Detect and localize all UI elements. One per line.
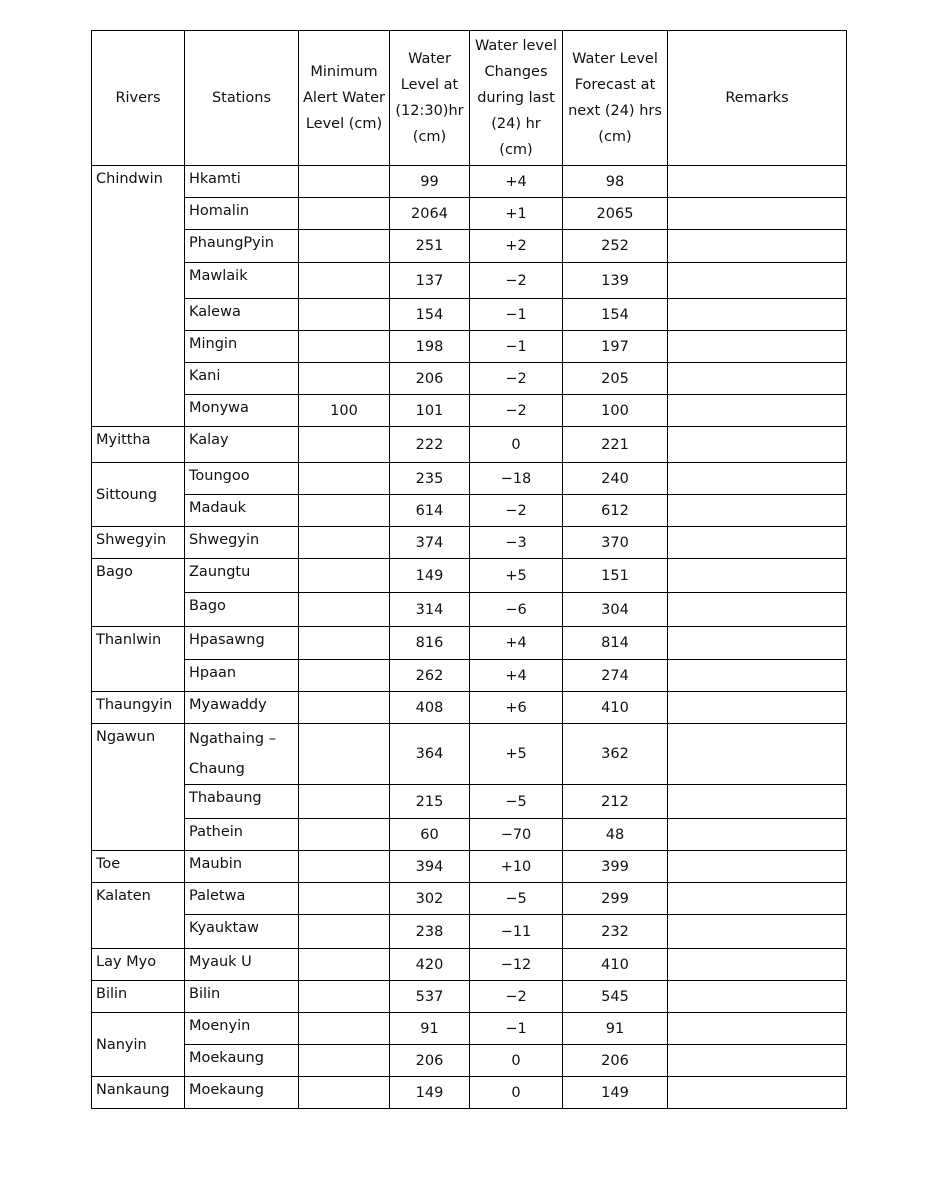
- change-cell: −1: [470, 299, 563, 331]
- table-row: [92, 363, 847, 395]
- water-level-cell: 374: [390, 527, 470, 559]
- station-cell: Mingin: [185, 331, 299, 363]
- table-row: [92, 527, 847, 559]
- station-cell: Kalewa: [185, 299, 299, 331]
- station-cell: Moenyin: [185, 1013, 299, 1045]
- forecast-cell: 212: [563, 785, 668, 819]
- table-row: [92, 263, 847, 299]
- change-cell: −2: [470, 363, 563, 395]
- min-alert-cell: 100: [299, 395, 390, 427]
- water-level-cell: 537: [390, 981, 470, 1013]
- remarks-cell: [668, 427, 847, 463]
- min-alert-cell: [299, 527, 390, 559]
- water-level-cell: 816: [390, 627, 470, 660]
- table-row: [92, 331, 847, 363]
- change-cell: −18: [470, 463, 563, 495]
- remarks-cell: [668, 559, 847, 593]
- water-level-cell: 394: [390, 851, 470, 883]
- change-cell: −12: [470, 949, 563, 981]
- forecast-cell: 149: [563, 1077, 668, 1109]
- forecast-cell: 91: [563, 1013, 668, 1045]
- min-alert-cell: [299, 915, 390, 949]
- river-cell: Bago: [92, 559, 185, 627]
- station-cell: Mawlaik: [185, 263, 299, 299]
- remarks-cell: [668, 527, 847, 559]
- min-alert-cell: [299, 230, 390, 263]
- forecast-cell: 399: [563, 851, 668, 883]
- station-cell: Thabaung: [185, 785, 299, 819]
- station-cell: Moekaung: [185, 1045, 299, 1077]
- remarks-cell: [668, 463, 847, 495]
- river-cell: Sittoung: [92, 463, 185, 527]
- table-row: [92, 627, 847, 660]
- remarks-cell: [668, 166, 847, 198]
- station-cell: Paletwa: [185, 883, 299, 915]
- table-row: [92, 692, 847, 724]
- river-cell: Ngawun: [92, 724, 185, 851]
- river-cell: Nanyin: [92, 1013, 185, 1077]
- change-cell: −2: [470, 395, 563, 427]
- header-forecast: Water Level Forecast at next (24) hrs (cm): [563, 31, 668, 166]
- min-alert-cell: [299, 1013, 390, 1045]
- water-level-cell: 215: [390, 785, 470, 819]
- forecast-cell: 98: [563, 166, 668, 198]
- remarks-cell: [668, 819, 847, 851]
- table-row: [92, 230, 847, 263]
- change-cell: 0: [470, 427, 563, 463]
- remarks-cell: [668, 299, 847, 331]
- table-row: [92, 883, 847, 915]
- min-alert-cell: [299, 819, 390, 851]
- remarks-cell: [668, 1013, 847, 1045]
- station-cell: Moekaung: [185, 1077, 299, 1109]
- water-level-cell: 60: [390, 819, 470, 851]
- change-cell: −11: [470, 915, 563, 949]
- station-cell: Kyauktaw: [185, 915, 299, 949]
- table-row: [92, 559, 847, 593]
- station-cell: Myauk U: [185, 949, 299, 981]
- station-cell: Pathein: [185, 819, 299, 851]
- water-level-cell: 262: [390, 660, 470, 692]
- table-row: [92, 1045, 847, 1077]
- remarks-cell: [668, 627, 847, 660]
- min-alert-cell: [299, 851, 390, 883]
- change-cell: −2: [470, 981, 563, 1013]
- water-level-cell: 2064: [390, 198, 470, 230]
- table-row: [92, 1013, 847, 1045]
- remarks-cell: [668, 724, 847, 785]
- river-cell: Toe: [92, 851, 185, 883]
- water-level-cell: 149: [390, 1077, 470, 1109]
- table-row: [92, 660, 847, 692]
- change-cell: +4: [470, 166, 563, 198]
- water-level-table: [91, 30, 847, 1109]
- water-level-cell: 91: [390, 1013, 470, 1045]
- forecast-cell: 362: [563, 724, 668, 785]
- remarks-cell: [668, 593, 847, 627]
- min-alert-cell: [299, 1045, 390, 1077]
- min-alert-cell: [299, 692, 390, 724]
- water-level-cell: 99: [390, 166, 470, 198]
- station-cell: Toungoo: [185, 463, 299, 495]
- min-alert-cell: [299, 981, 390, 1013]
- remarks-cell: [668, 230, 847, 263]
- forecast-cell: 252: [563, 230, 668, 263]
- min-alert-cell: [299, 495, 390, 527]
- river-cell: Myittha: [92, 427, 185, 463]
- remarks-cell: [668, 1077, 847, 1109]
- station-cell: Myawaddy: [185, 692, 299, 724]
- forecast-cell: 240: [563, 463, 668, 495]
- forecast-cell: 48: [563, 819, 668, 851]
- table-body: [92, 166, 847, 1109]
- change-cell: −5: [470, 785, 563, 819]
- min-alert-cell: [299, 724, 390, 785]
- forecast-cell: 2065: [563, 198, 668, 230]
- forecast-cell: 410: [563, 949, 668, 981]
- station-cell: Bilin: [185, 981, 299, 1013]
- min-alert-cell: [299, 427, 390, 463]
- station-cell: Bago: [185, 593, 299, 627]
- table-row: [92, 593, 847, 627]
- change-cell: 0: [470, 1077, 563, 1109]
- remarks-cell: [668, 785, 847, 819]
- table-row: [92, 495, 847, 527]
- forecast-cell: 545: [563, 981, 668, 1013]
- change-cell: −70: [470, 819, 563, 851]
- water-level-cell: 314: [390, 593, 470, 627]
- header-water-level: Water Level at (12:30)hr (cm): [390, 31, 470, 166]
- remarks-cell: [668, 660, 847, 692]
- remarks-cell: [668, 981, 847, 1013]
- table-row: [92, 198, 847, 230]
- forecast-cell: 814: [563, 627, 668, 660]
- remarks-cell: [668, 949, 847, 981]
- table-row: [92, 915, 847, 949]
- remarks-cell: [668, 331, 847, 363]
- station-cell: Shwegyin: [185, 527, 299, 559]
- min-alert-cell: [299, 883, 390, 915]
- change-cell: +5: [470, 559, 563, 593]
- change-cell: +5: [470, 724, 563, 785]
- change-cell: −5: [470, 883, 563, 915]
- water-level-cell: 198: [390, 331, 470, 363]
- forecast-cell: 232: [563, 915, 668, 949]
- change-cell: +6: [470, 692, 563, 724]
- min-alert-cell: [299, 559, 390, 593]
- water-level-cell: 251: [390, 230, 470, 263]
- table-row: [92, 724, 847, 785]
- forecast-cell: 274: [563, 660, 668, 692]
- header-remarks: Remarks: [668, 31, 847, 166]
- remarks-cell: [668, 1045, 847, 1077]
- forecast-cell: 151: [563, 559, 668, 593]
- table-row: [92, 299, 847, 331]
- min-alert-cell: [299, 331, 390, 363]
- forecast-cell: 370: [563, 527, 668, 559]
- header-rivers: Rivers: [92, 31, 185, 166]
- table-row: [92, 949, 847, 981]
- min-alert-cell: [299, 363, 390, 395]
- water-level-cell: 302: [390, 883, 470, 915]
- water-level-cell: 222: [390, 427, 470, 463]
- forecast-cell: 206: [563, 1045, 668, 1077]
- forecast-cell: 197: [563, 331, 668, 363]
- table-row: [92, 981, 847, 1013]
- remarks-cell: [668, 263, 847, 299]
- remarks-cell: [668, 915, 847, 949]
- remarks-cell: [668, 883, 847, 915]
- forecast-cell: 154: [563, 299, 668, 331]
- forecast-cell: 139: [563, 263, 668, 299]
- station-cell: Maubin: [185, 851, 299, 883]
- river-cell: Nankaung: [92, 1077, 185, 1109]
- forecast-cell: 612: [563, 495, 668, 527]
- forecast-cell: 299: [563, 883, 668, 915]
- river-cell: Shwegyin: [92, 527, 185, 559]
- min-alert-cell: [299, 463, 390, 495]
- change-cell: +2: [470, 230, 563, 263]
- water-level-cell: 137: [390, 263, 470, 299]
- change-cell: 0: [470, 1045, 563, 1077]
- header-stations: Stations: [185, 31, 299, 166]
- change-cell: −2: [470, 495, 563, 527]
- table-row: [92, 1077, 847, 1109]
- water-level-cell: 235: [390, 463, 470, 495]
- station-cell: Madauk: [185, 495, 299, 527]
- station-cell: Hpaan: [185, 660, 299, 692]
- change-cell: +4: [470, 627, 563, 660]
- station-cell: Zaungtu: [185, 559, 299, 593]
- station-cell: Kani: [185, 363, 299, 395]
- table-row: [92, 785, 847, 819]
- water-level-cell: 614: [390, 495, 470, 527]
- min-alert-cell: [299, 166, 390, 198]
- table-row: [92, 851, 847, 883]
- river-cell: Thanlwin: [92, 627, 185, 692]
- river-cell: Chindwin: [92, 166, 185, 427]
- water-level-cell: 101: [390, 395, 470, 427]
- water-level-cell: 408: [390, 692, 470, 724]
- table-row: [92, 819, 847, 851]
- change-cell: −1: [470, 1013, 563, 1045]
- min-alert-cell: [299, 593, 390, 627]
- water-level-cell: 238: [390, 915, 470, 949]
- table-row: [92, 395, 847, 427]
- min-alert-cell: [299, 1077, 390, 1109]
- header-min-alert: Minimum Alert Water Level (cm): [299, 31, 390, 166]
- water-level-cell: 420: [390, 949, 470, 981]
- table-row: [92, 427, 847, 463]
- station-cell: Homalin: [185, 198, 299, 230]
- river-cell: Lay Myo: [92, 949, 185, 981]
- remarks-cell: [668, 692, 847, 724]
- change-cell: +4: [470, 660, 563, 692]
- water-level-cell: 154: [390, 299, 470, 331]
- station-cell: Kalay: [185, 427, 299, 463]
- remarks-cell: [668, 198, 847, 230]
- min-alert-cell: [299, 299, 390, 331]
- water-level-cell: 364: [390, 724, 470, 785]
- change-cell: −2: [470, 263, 563, 299]
- station-cell: Monywa: [185, 395, 299, 427]
- min-alert-cell: [299, 263, 390, 299]
- remarks-cell: [668, 495, 847, 527]
- station-cell: Ngathaing – Chaung: [185, 724, 299, 785]
- forecast-cell: 221: [563, 427, 668, 463]
- station-cell: Hpasawng: [185, 627, 299, 660]
- header-row: [92, 31, 847, 166]
- min-alert-cell: [299, 785, 390, 819]
- river-cell: Bilin: [92, 981, 185, 1013]
- river-cell: Thaungyin: [92, 692, 185, 724]
- forecast-cell: 100: [563, 395, 668, 427]
- table-row: [92, 463, 847, 495]
- forecast-cell: 205: [563, 363, 668, 395]
- header-changes: Water level Changes during last (24) hr (cm): [470, 31, 563, 166]
- change-cell: −3: [470, 527, 563, 559]
- remarks-cell: [668, 363, 847, 395]
- water-level-cell: 206: [390, 1045, 470, 1077]
- table-row: [92, 166, 847, 198]
- river-cell: Kalaten: [92, 883, 185, 949]
- change-cell: −1: [470, 331, 563, 363]
- station-cell: Hkamti: [185, 166, 299, 198]
- min-alert-cell: [299, 198, 390, 230]
- remarks-cell: [668, 851, 847, 883]
- station-cell: PhaungPyin: [185, 230, 299, 263]
- remarks-cell: [668, 395, 847, 427]
- water-level-cell: 149: [390, 559, 470, 593]
- min-alert-cell: [299, 627, 390, 660]
- change-cell: +1: [470, 198, 563, 230]
- water-level-cell: 206: [390, 363, 470, 395]
- forecast-cell: 410: [563, 692, 668, 724]
- min-alert-cell: [299, 660, 390, 692]
- min-alert-cell: [299, 949, 390, 981]
- change-cell: −6: [470, 593, 563, 627]
- forecast-cell: 304: [563, 593, 668, 627]
- change-cell: +10: [470, 851, 563, 883]
